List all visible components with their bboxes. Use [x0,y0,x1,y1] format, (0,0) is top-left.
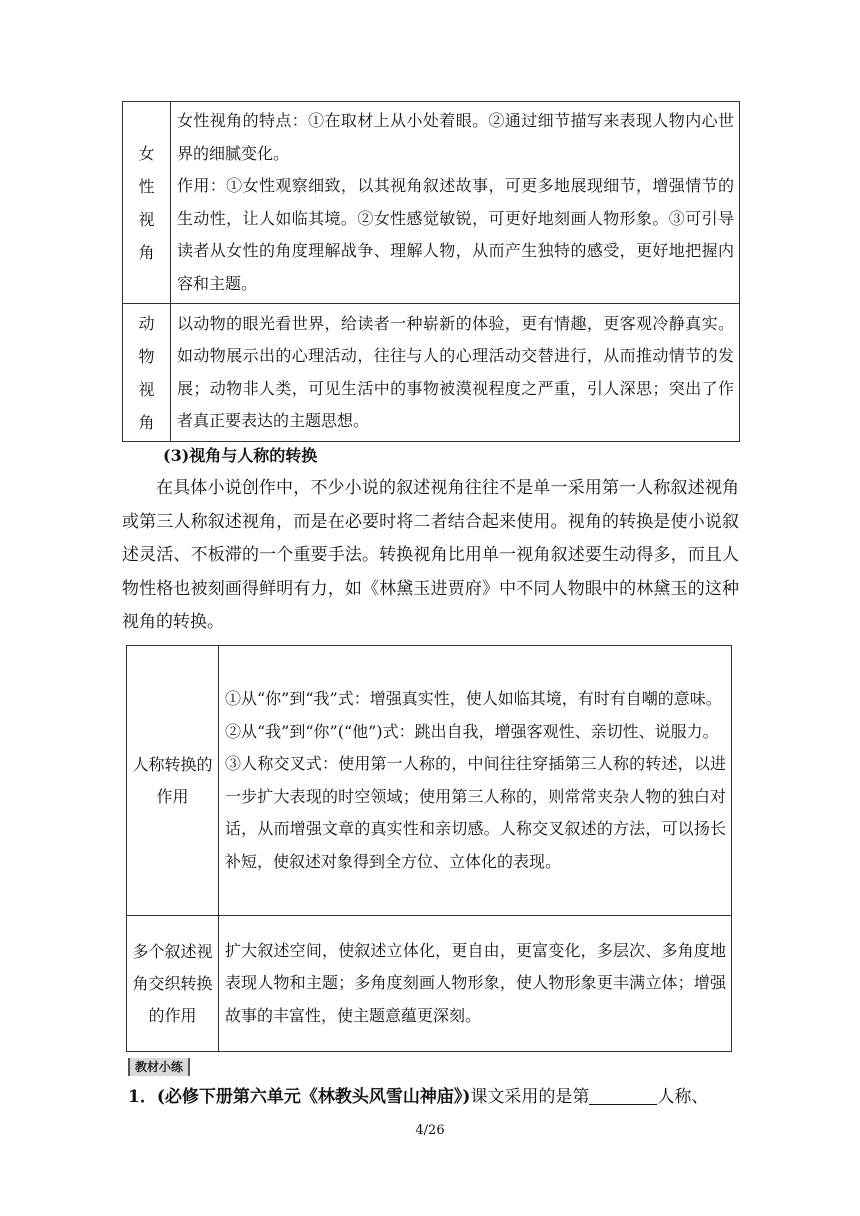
cell-paragraph: 以动物的眼光看世界，给读者一种崭新的体验，更有情趣，更客观冷静真实。如动物展示出的心理活动，往往与人的心理活动交替进行，从而推动情节的发展；动物非人类，可见生活中的事物被漠视程度之严重，引人深思；突出了作者真正要表达的主题思想。 [177,313,734,430]
person-shift-table [126,645,732,1052]
row-content-multi-perspective [219,916,732,1052]
cell-paragraph: ③人称交叉式：使用第一人称的，中间往往穿插第三人称的转述，以进一步扩大表现的时空领域；使用第三人称的，则常常夹杂人物的独白对话，从而增强文章的真实性和亲切感。人称交叉叙述的方法，可以扬长补短，使叙述对象得到全方位、立体化的表现。 [225,754,726,871]
label-char: 视 [138,379,155,399]
label-char: 角 [138,412,155,432]
row-label-multi-perspective: 多个叙述视角交织转换的作用 [127,916,219,1052]
question-source: (必修下册第六单元《林教头风雪山神庙》) [156,1087,471,1107]
label-char: 物 [138,346,155,366]
label-char: 视 [138,209,155,229]
table-row [127,646,732,916]
cell-paragraph: 扩大叙述空间，使叙述立体化，更自由，更富变化，多层次、多角度地表现人物和主题；多角度刻画人物形象，使人物形象更丰满立体；增强故事的丰富性，使主题意蕴更深刻。 [225,940,726,1025]
page-number: 4/26 [415,1123,445,1138]
answer-blank[interactable] [589,1086,657,1105]
exercise-tag: 教材小练 [128,1058,190,1076]
section-paragraph: 在具体小说创作中，不少小说的叙述视角往往不是单一采用第一人称叙述视角或第三人称叙述视角，而是在必要时将二者结合起来使用。视角的转换是使小说叙述灵活、不板滞的一个重要手法。转换视角比用单一视角叙述要生动得多，而且人物性格也被刻画得鲜明有力，如《林黛玉进贾府》中不同人物眼中的林黛玉的这种视角的转换。 [122,478,739,633]
row-content-animal-perspective [171,304,740,442]
row-content-person-shift [219,646,732,916]
cell-paragraph: 女性视角的特点：①在取材上从小处着眼。②通过细节描写来表现人物内心世界的细腻变化。 [177,111,734,163]
exercise-question [128,1084,743,1110]
cell-paragraph: 作用：①女性观察细致，以其视角叙述故事，可更多地展现细节，增强情节的生动性，让人如临其境。②女性感觉敏锐，可更好地刻画人物形象。③可引导读者从女性的角度理解战争、理解人物，从而产生独特的感受，更好地把握内容和主题。 [177,176,734,293]
question-tail: 人称、 [657,1087,709,1107]
question-text: 课文采用的是第 [470,1087,590,1107]
section-heading: (3)视角与人称的转换 [163,446,318,465]
row-label-female-perspective [123,102,171,304]
label-char: 女 [138,143,155,163]
label-char: 动 [138,313,155,333]
label-char: 性 [138,176,155,196]
row-label-animal-perspective [123,304,171,442]
table-row [127,916,732,1052]
label-char: 角 [138,242,155,262]
cell-paragraph: ②从“我”到“你”(“他”)式：跳出自我，增强客观性、亲切性、说服力。 [225,721,719,741]
perspective-table [122,101,740,442]
table-row [123,304,740,442]
row-label-person-shift: 人称转换的作用 [127,646,219,916]
cell-paragraph: ①从“你”到“我”式：增强真实性，使人如临其境，有时有自嘲的意味。 [225,689,722,708]
table-row [123,102,740,304]
question-number: 1． [128,1087,157,1107]
row-content-female-perspective [171,102,740,304]
